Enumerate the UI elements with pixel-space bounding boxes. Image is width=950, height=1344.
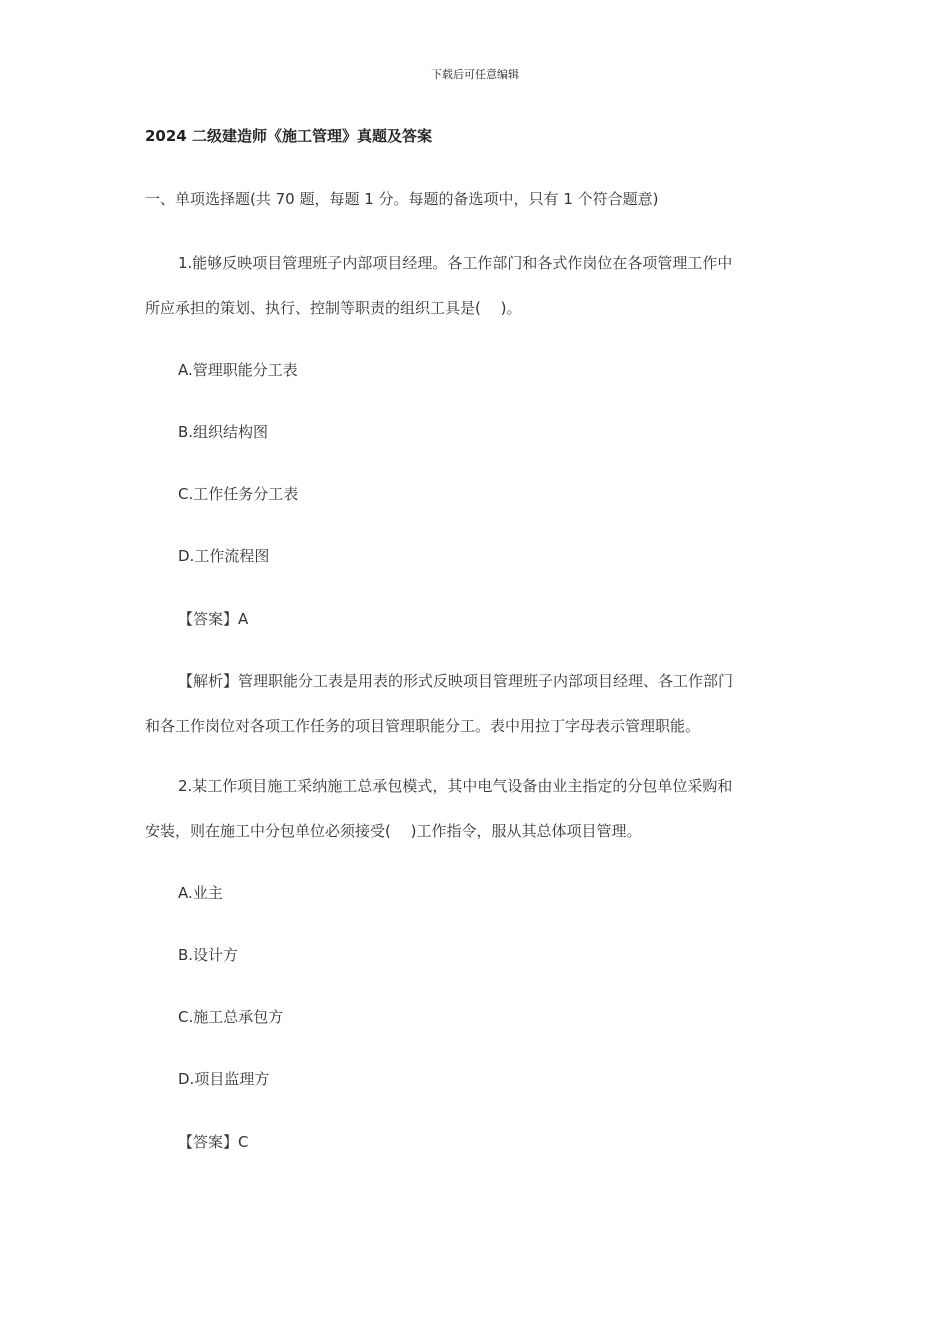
question-1-analysis-line1: 【解析】管理职能分工表是用表的形式反映项目管理班子内部项目经理、各工作部门 (178, 672, 734, 690)
question-2-stem-line1: 2.某工作项目施工采纳施工总承包模式，其中电气设备由业主指定的分包单位采购和 (178, 777, 733, 795)
question-2-option-b: B.设计方 (178, 946, 239, 964)
question-1-answer: 【答案】A (178, 610, 249, 628)
question-2-stem-line2: 安装，则在施工中分包单位必须接受( )工作指令，服从其总体项目管理。 (145, 822, 642, 840)
question-1-option-d: D.工作流程图 (178, 547, 270, 565)
question-1-stem-line1: 1.能够反映项目管理班子内部项目经理。各工作部门和各式作岗位在各项管理工作中 (178, 254, 733, 272)
question-1-option-a: A.管理职能分工表 (178, 361, 298, 379)
question-2-option-c: C.施工总承包方 (178, 1008, 284, 1026)
question-1-analysis-line2: 和各工作岗位对各项工作任务的项目管理职能分工。表中用拉丁字母表示管理职能。 (145, 717, 701, 735)
question-1-option-c: C.工作任务分工表 (178, 485, 299, 503)
question-2-option-a: A.业主 (178, 884, 223, 902)
section-heading: 一、单项选择题(共 70 题，每题 1 分。每题的备选项中，只有 1 个符合题意) (145, 190, 659, 208)
document-title: 2024 二级建造师《施工管理》真题及答案 (145, 127, 432, 145)
question-2-answer: 【答案】C (178, 1133, 249, 1151)
question-1-stem-line2: 所应承担的策划、执行、控制等职责的组织工具是( )。 (145, 299, 522, 317)
question-2-option-d: D.项目监理方 (178, 1070, 270, 1088)
header-note: 下载后可任意编辑 (431, 68, 519, 81)
question-1-option-b: B.组织结构图 (178, 423, 269, 441)
